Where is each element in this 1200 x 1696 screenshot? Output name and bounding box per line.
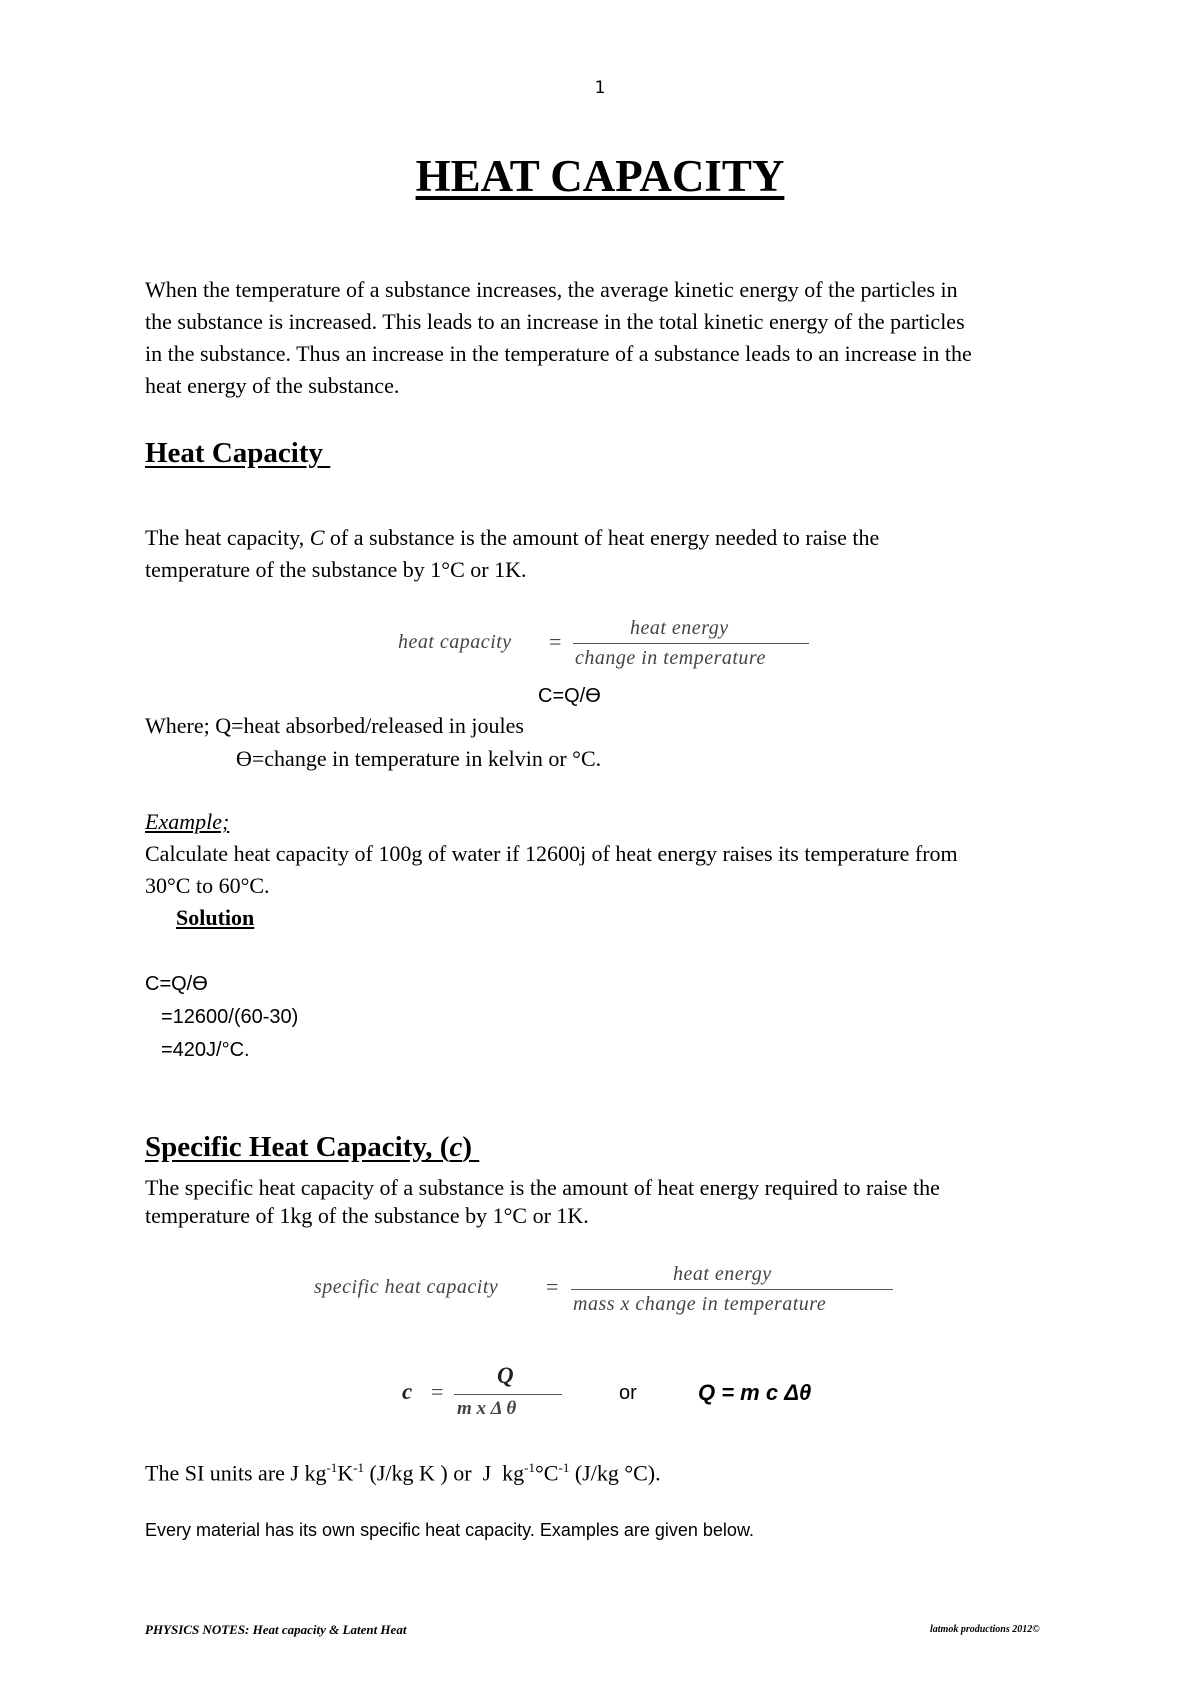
definition-line: temperature of 1kg of the substance by 1°C or 1K.: [145, 1203, 589, 1228]
formula-numerator: heat energy: [630, 617, 729, 639]
definition-line: temperature of the substance by 1°C or 1K.: [145, 557, 527, 582]
formula-numerator: heat energy: [673, 1263, 772, 1285]
intro-line: heat energy of the substance.: [145, 373, 400, 398]
solution-label: Solution: [176, 905, 255, 930]
intro-line: the substance is increased. This leads to an increase in the total kinetic energy of the particles: [145, 309, 965, 334]
footer-right: latmok productions 2012©: [930, 1624, 1040, 1635]
intro-line: in the substance. Thus an increase in the temperature of a substance leads to an increase in the: [145, 341, 972, 366]
page-title: HEAT CAPACITY: [415, 151, 785, 201]
where-line: Where; Q=heat absorbed/released in joules: [145, 713, 524, 738]
formula-lhs: heat capacity: [398, 631, 512, 653]
si-units-line: The SI units are J $kg^{-1}K^{-1}$ (J/kg K ) or J $kg^{-1}^\circ C^{-1}$ (J/kg °C).: [145, 1460, 661, 1486]
formula-equals: =: [549, 629, 562, 654]
eq-heat-formula: Q = m c Δθ: [698, 1380, 812, 1405]
example-label: Example;: [145, 809, 230, 834]
eq-denominator: m x Δ θ: [457, 1398, 517, 1419]
eq-lhs: c: [402, 1379, 413, 1404]
formula-lhs: specific heat capacity: [314, 1276, 499, 1298]
formula-denominator: mass x change in temperature: [573, 1293, 827, 1315]
example-line: 30°C to 60°C.: [145, 873, 270, 898]
section-heading-specific-heat-capacity: Specific Heat Capacity, (c): [145, 1131, 480, 1163]
fraction-bar: [573, 643, 809, 644]
formula-denominator: change in temperature: [575, 647, 766, 669]
symbolic-formula: C=Q/ϴ: [538, 685, 601, 707]
example-line: Calculate heat capacity of 100g of water if 12600j of heat energy raises its temperature from: [145, 841, 958, 866]
or-text: or: [619, 1382, 637, 1404]
where-line: ϴ=change in temperature in kelvin or °C.: [236, 746, 602, 771]
eq-equals: =: [431, 1379, 444, 1404]
formula-equals: =: [546, 1274, 559, 1299]
solution-line: C=Q/ϴ: [145, 973, 208, 995]
intro-line: When the temperature of a substance increases, the average kinetic energy of the particles in: [145, 277, 958, 302]
definition-line: The specific heat capacity of a substance is the amount of heat energy required to raise the: [145, 1175, 940, 1200]
definition-line: The heat capacity, C of a substance is the amount of heat energy needed to raise the: [145, 525, 880, 550]
fraction-bar: [454, 1394, 562, 1395]
fraction-bar: [571, 1289, 893, 1290]
closing-line: Every material has its own specific heat capacity. Examples are given below.: [145, 1520, 754, 1540]
solution-line: =420J/°C.: [161, 1039, 250, 1061]
eq-numerator: Q: [497, 1363, 514, 1388]
solution-line: =12600/(60-30): [161, 1006, 299, 1028]
footer-left: PHYSICS NOTES: Heat capacity & Latent Heat: [145, 1622, 407, 1637]
section-heading-heat-capacity: Heat Capacity: [145, 437, 323, 469]
page-number: 1: [594, 78, 606, 98]
